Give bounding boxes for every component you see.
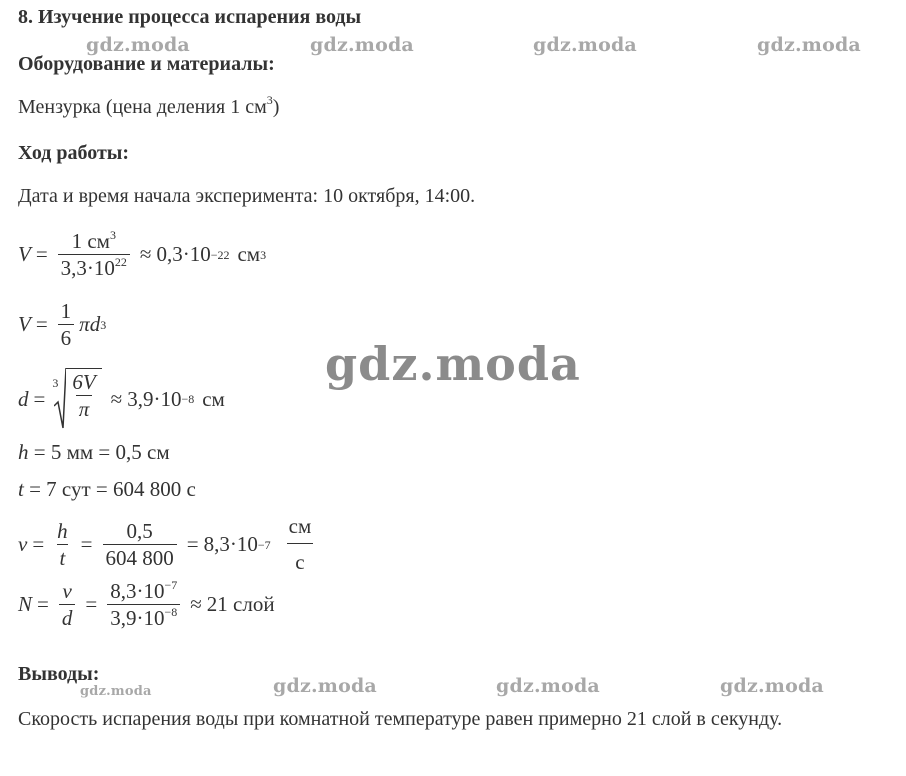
page-title: 8. Изучение процесса испарения воды: [18, 6, 362, 28]
formula-speed: v = $\frac{h}{t}$ = $\frac{0,5}{604 800}$ = 8,3·10 −7 $\frac{см}{с}$: [18, 514, 312, 574]
formula-volume-molecule: V = $\frac{1 см^3}{3,3\cdot 10^{22}}$ ≈ 0,3·10 −22 см 3: [18, 228, 267, 281]
conclusions-heading: Выводы:: [18, 663, 100, 685]
formula-time: t = 7 сут = 604 800 с: [18, 477, 196, 501]
cube-root: 3 $\frac{6V}{\pi}$: [52, 368, 101, 430]
formula-height: h = 5 мм = 0,5 см: [18, 440, 170, 464]
watermark: gdz.moda: [273, 675, 377, 697]
formula-layers: N = $\frac{v}{d}$ = $\frac{8,3\cdot 10^{-7}}{3,9\cdot 10^{-8}}$ ≈ 21 слой: [18, 578, 275, 631]
watermark: gdz.moda: [496, 675, 600, 697]
watermark: gdz.moda: [310, 34, 414, 56]
watermark: gdz.moda: [86, 34, 190, 56]
equipment-heading: Оборудование и материалы:: [18, 53, 275, 75]
procedure-heading: Ход работы:: [18, 142, 130, 164]
watermark: gdz.moda: [80, 684, 152, 699]
watermark: gdz.moda: [720, 675, 824, 697]
experiment-start-line: Дата и время начала эксперимента: 10 октября, 14:00.: [18, 185, 476, 207]
watermark-large: gdz.moda: [325, 337, 581, 391]
watermark: gdz.moda: [533, 34, 637, 56]
equipment-text: Мензурка (цена деления 1 $см^3$): [18, 93, 280, 118]
conclusion-text: Скорость испарения воды при комнатной температуре равен примерно 21 слой в секунду.: [18, 708, 783, 730]
formula-diameter: d = 3 $\frac{6V}{\pi}$ ≈ 3,9·10 −8 см: [18, 368, 225, 430]
formula-volume-sphere: V = $\frac{1}{6}$ πd 3: [18, 299, 107, 351]
watermark: gdz.moda: [757, 34, 861, 56]
